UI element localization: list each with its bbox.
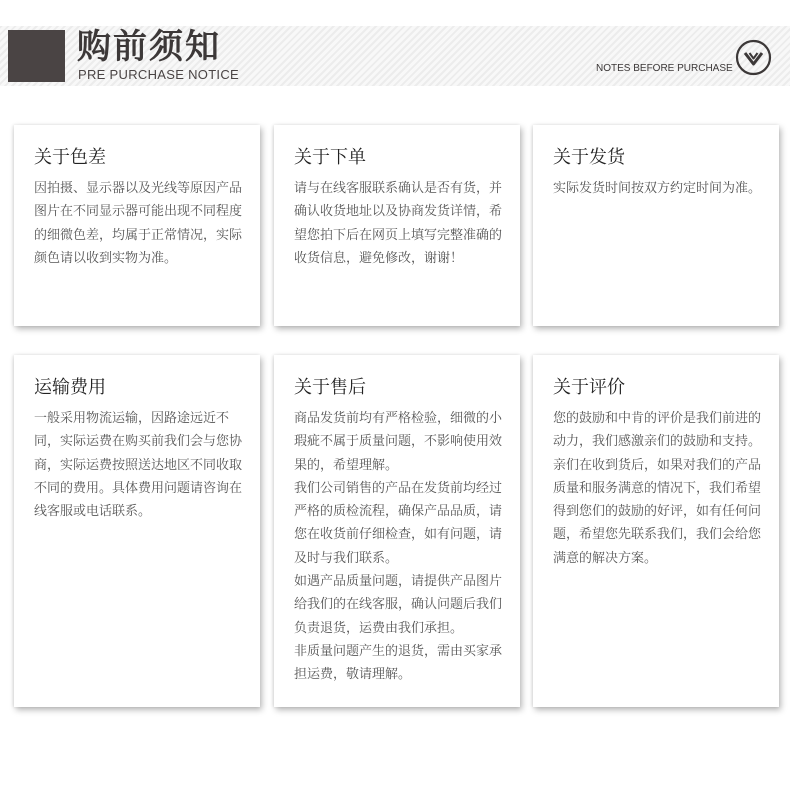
card-title: 关于评价 [553,377,625,398]
header-color-block [8,30,65,82]
chevron-down-circle-icon [735,39,772,76]
card-shipping [533,125,779,326]
card-title: 关于售后 [294,377,366,398]
card-title: 关于发货 [553,147,625,168]
card-text: 请与在线客服联系确认是否有货，并确认收货地址以及协商发货详情，希望您拍下后在网页上填写完整准确的收货信息，避免修改，谢谢！ [294,181,503,266]
card-title: 运输费用 [34,377,106,398]
card-after-sales [274,355,520,707]
card-text: 实际发货时间按双方约定时间为准。 [553,181,762,196]
card-text: 亲们在收到货后，如果对我们的产品质量和服务满意的情况下，我们希望得到您们的鼓励的好评，如有任何问题，希望您先联系我们，我们会给您满意的解决方案。 [553,457,762,566]
card-title: 关于色差 [34,147,106,168]
card-reviews [533,355,779,707]
card-text: 一般采用物流运输，因路途远近不同，实际运费在购买前我们会与您协商，实际运费按照送达地区不同收取不同的费用。具体费用问题请咨询在线客服或电话联系。 [34,411,243,520]
card-text: 非质量问题产生的退货，需由买家承担运费，敬请理解。 [294,643,503,683]
card-text: 您的鼓励和中肯的评价是我们前进的动力，我们感激亲们的鼓励和支持。 [553,411,762,450]
card-text: 我们公司销售的产品在发货前均经过严格的质检流程，确保产品品质，请您在收货前仔细检查，如有问题，请及时与我们联系。 [294,480,503,566]
card-text: 因拍摄、显示器以及光线等原因产品图片在不同显示器可能出现不同程度的细微色差，均属于正常情况，实际颜色请以收到实物为准。 [34,181,243,266]
header-right-label: NOTES BEFORE PURCHASE [596,63,733,74]
card-freight [14,355,260,707]
card-color-difference [14,125,260,326]
page-subtitle: PRE PURCHASE NOTICE [78,67,240,82]
page-title: 购前须知 [77,27,221,67]
card-ordering [274,125,520,326]
notice-header [0,26,790,86]
card-text: 如遇产品质量问题，请提供产品图片给我们的在线客服，确认问题后我们负责退货，运费由我们承担。 [294,574,503,636]
card-title: 关于下单 [294,147,366,168]
card-text: 商品发货前均有严格检验，细微的小瑕疵不属于质量问题，不影响使用效果的，希望理解。 [294,411,503,473]
